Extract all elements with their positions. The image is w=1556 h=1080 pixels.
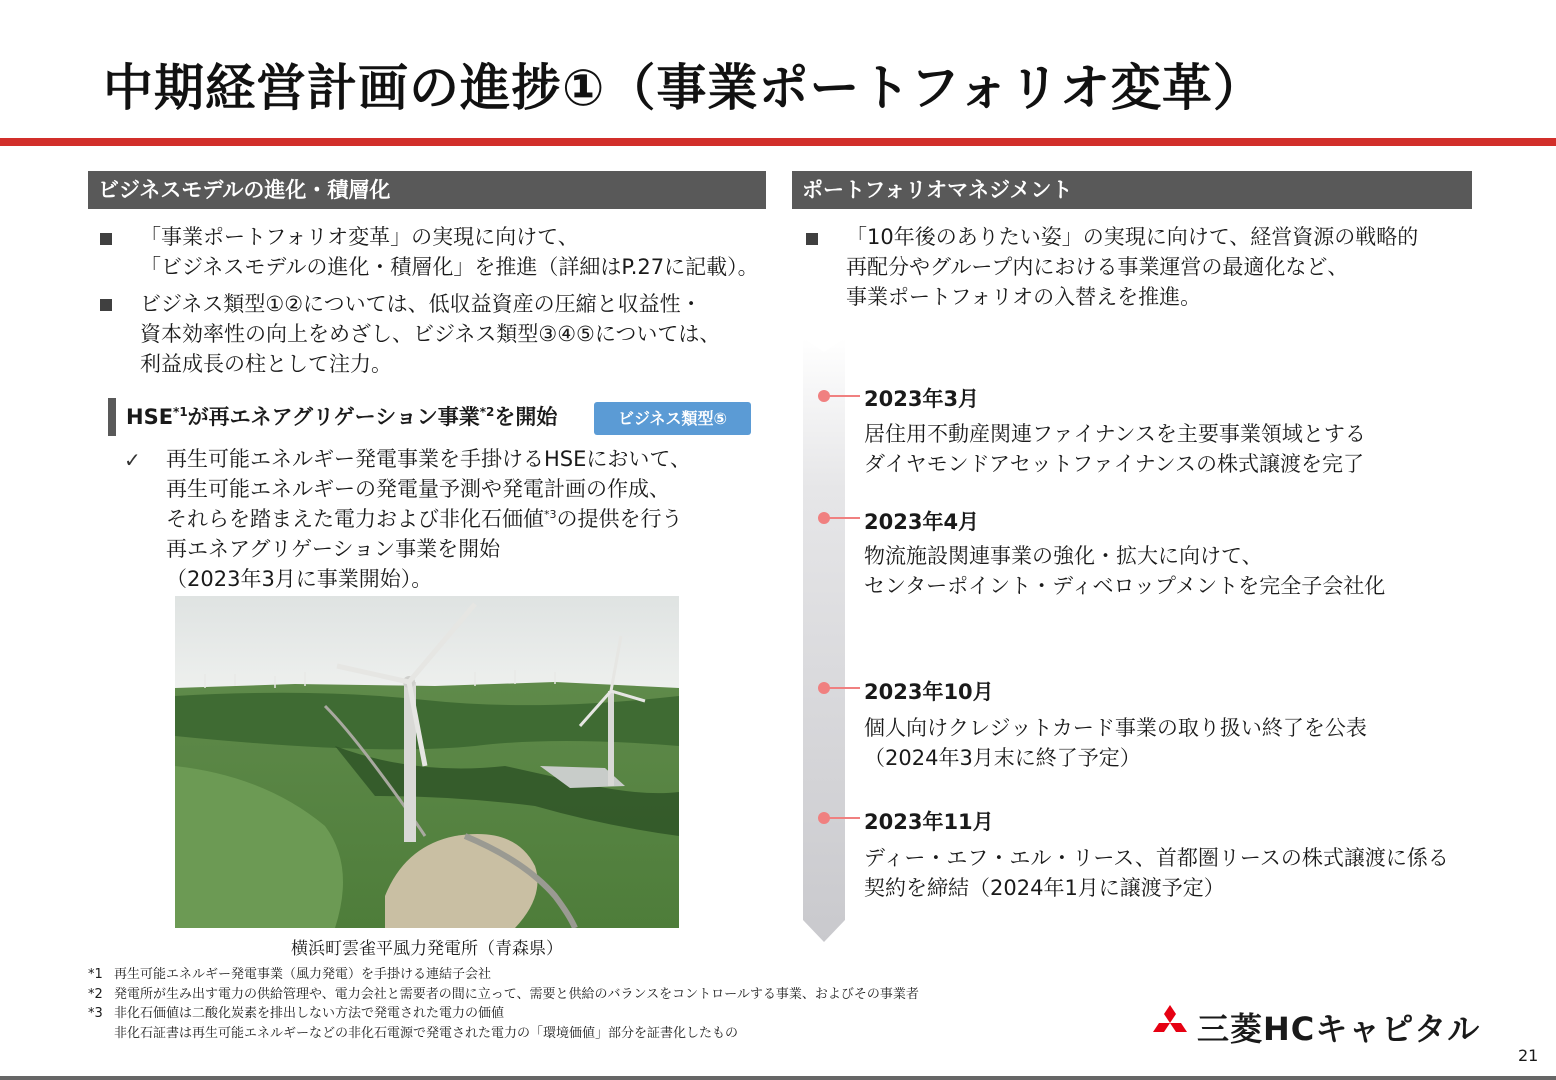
left-bullet-2 [140,289,720,379]
footnote-key: *1 [88,967,103,982]
timeline-dot-icon [816,510,860,526]
wind-farm-illustration [175,596,679,928]
footer-line [0,1076,1556,1080]
timeline-dot-icon [816,810,860,826]
hse-title-part-a: HSE [126,405,174,429]
right-bullet-line-1: 「10年後のありたい姿」の実現に向けて、経営資源の戦略的 [846,225,1419,249]
timeline-event-line: ダイヤモンドアセットファイナンスの株式譲渡を完了 [864,452,1365,476]
left-bullet-2-line-1: ビジネス類型①②については、低収益資産の圧縮と収益性・ [140,292,702,316]
footnote-text: 非化石価値は二酸化炭素を排出しない方法で発電された電力の価値 [114,1006,505,1021]
hse-line-3-b: の提供を行う [556,507,683,531]
timeline-date: 2023年11月 [864,810,994,834]
right-bullet-line-3: 事業ポートフォリオの入替えを推進。 [846,285,1202,309]
footnote-ref-1: *1 [173,405,188,419]
timeline-dot-icon [816,388,860,404]
photo-caption: 横浜町雲雀平風力発電所（青森県） [291,939,563,959]
timeline-date: 2023年4月 [864,510,980,534]
page-number: 21 [1518,1046,1539,1065]
hse-line-5: （2023年3月に事業開始）。 [166,567,433,591]
timeline-event [864,713,1367,773]
title-divider [0,138,1556,146]
hse-line-3-a: それらを踏まえた電力および非化石価値 [166,507,544,531]
footnote-1 [88,966,491,984]
footnote-text: 非化石証書は再生可能エネルギーなどの非化石電源で発電された電力の「環境価値」部分を証書化したもの [114,1026,739,1041]
footnote-3-cont [88,1025,738,1043]
left-bullet-1-line-1: 「事業ポートフォリオ変革」の実現に向けて、 [140,225,579,249]
company-logo-text: 三菱HCキャピタル [1197,1010,1481,1048]
section-header-portfolio-management: ポートフォリオマネジメント [792,171,1472,209]
hse-line-4: 再エネアグリゲーション事業を開始 [166,537,501,561]
page-title: 中期経営計画の進捗①（事業ポートフォリオ変革） [103,59,1264,117]
hse-title-part-b: が再エネアグリゲーション事業 [187,405,480,429]
right-bullet [846,222,1418,312]
timeline-event-line: （2024年3月末に終了予定） [864,746,1141,770]
timeline-event-line: センターポイント・ディベロップメントを完全子会社化 [864,574,1386,598]
hse-line-1: 再生可能エネルギー発電事業を手掛けるHSEにおいて、 [166,447,691,471]
check-icon: ✓ [124,448,141,472]
timeline-event [864,541,1385,601]
footnote-key: *2 [88,987,103,1002]
footnote-ref-2: *2 [479,405,495,419]
left-bullet-2-line-3: 利益成長の柱として注力。 [140,352,392,376]
hse-title-part-c: を開始 [494,405,558,429]
left-bullet-1-line-2: 「ビジネスモデルの進化・積層化」を推進（詳細はP.27に記載）。 [140,255,759,279]
hse-description [166,444,691,594]
footnote-text: 発電所が生み出す電力の供給管理や、電力会社と需要者の間に立って、需要と供給のバランスをコントロールする事業、およびその事業者 [114,987,919,1002]
right-bullet-line-2: 再配分やグループ内における事業運営の最適化など、 [846,255,1349,279]
timeline-date: 2023年3月 [864,387,980,411]
timeline-event-line: 契約を締結（2024年1月に譲渡予定） [864,876,1225,900]
timeline-event [864,843,1449,903]
timeline-event-line: 居住用不動産関連ファイナンスを主要事業領域とする [864,422,1366,446]
hse-line-2: 再生可能エネルギーの発電量予測や発電計画の作成、 [166,477,670,501]
hse-title-marker [108,398,116,436]
timeline-arrow [803,338,845,942]
bullet-square-icon [100,299,112,311]
hse-title [126,402,557,432]
timeline-dot-icon [816,680,860,696]
wind-farm-photo [175,596,679,928]
footnote-3 [88,1005,504,1023]
timeline-event [864,419,1366,479]
bullet-square-icon [100,233,112,245]
timeline-event-line: 物流施設関連事業の強化・拡大に向けて、 [864,544,1263,568]
timeline-date: 2023年10月 [864,680,994,704]
left-bullet-2-line-2: 資本効率性の向上をめざし、ビジネス類型③④⑤については、 [140,322,721,346]
three-diamonds-logo-icon [1150,1005,1190,1041]
bullet-square-icon [806,233,818,245]
timeline-event-line: ディー・エフ・エル・リース、首都圏リースの株式譲渡に係る [864,846,1449,870]
timeline-event-line: 個人向けクレジットカード事業の取り扱い終了を公表 [864,716,1367,740]
footnote-key: *3 [88,1006,103,1021]
business-type-badge: ビジネス類型⑤ [594,402,751,435]
footnote-2 [88,986,919,1004]
footnote-text: 再生可能エネルギー発電事業（風力発電）を手掛ける連結子会社 [114,967,492,982]
left-bullet-1 [140,222,759,282]
section-header-business-model: ビジネスモデルの進化・積層化 [88,171,766,209]
footnote-ref-3: *3 [544,508,557,521]
hse-line-3 [166,504,691,534]
